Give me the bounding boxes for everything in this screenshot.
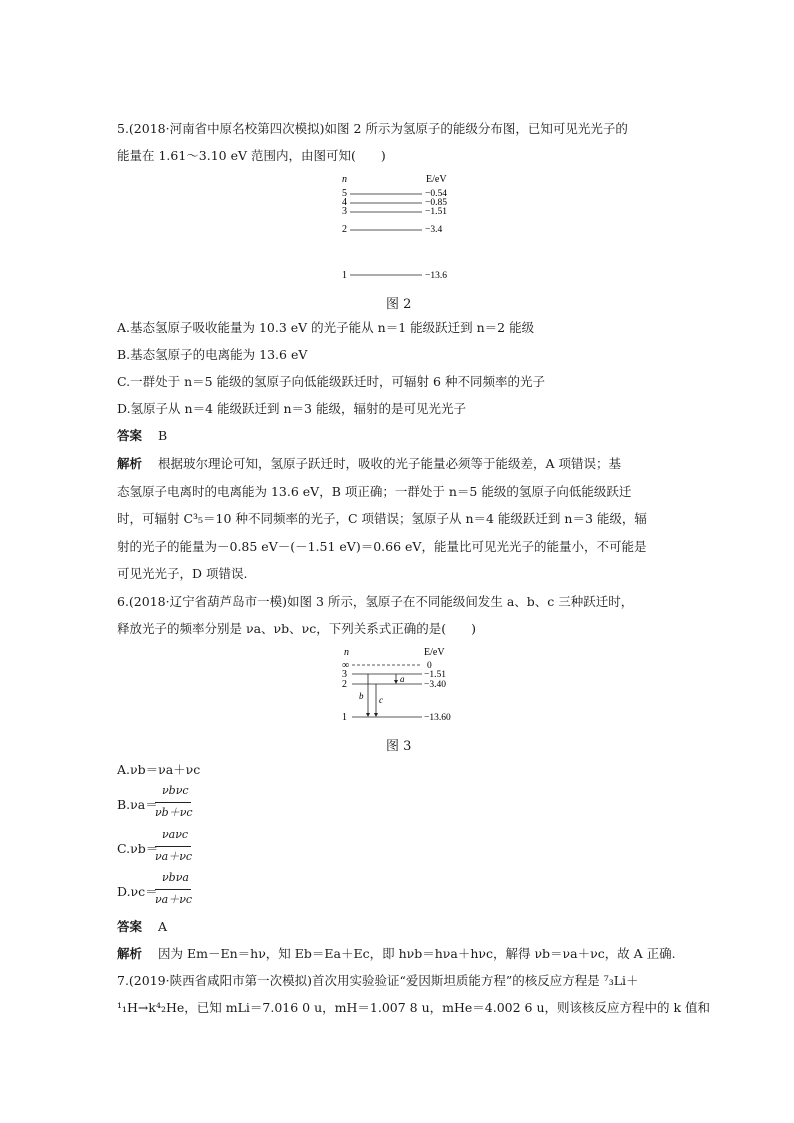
energy-level-figure-3	[338, 645, 478, 730]
fig3-level-3-e: −1.51	[424, 670, 446, 680]
fig3-arrow-c-head	[374, 713, 378, 717]
fig2-level-3-n: 3	[342, 206, 347, 217]
q5-analysis-line-2: 态氢原子电离时的电离能为 13.6 eV，B 项正确；一群处于 n＝5 能级的氢原子向低能级跃迁	[117, 484, 632, 499]
fig2-level-4-e: −0.85	[425, 198, 447, 208]
q6-option-d-denominator: νa＋νc	[155, 893, 193, 906]
q6-analysis-line-1	[117, 946, 676, 962]
q6-option-c-prefix: C.νb＝	[117, 841, 159, 856]
fig3-level-1-e: −13.60	[424, 713, 451, 723]
q5-analysis-line-5: 可见光光子，D 项错误.	[117, 566, 248, 581]
fig3-level-1-n: 1	[342, 712, 347, 723]
fig3-arrow-a-head	[394, 680, 398, 684]
q5-option-a: A.基态氢原子吸收能量为 10.3 eV 的光子能从 n＝1 能级跃迁到 n＝2 能级	[117, 320, 535, 335]
fig3-arrow-a-label: a	[400, 674, 405, 684]
q5-option-d: D.氢原子从 n＝4 能级跃迁到 n＝3 能级，辐射的是可见光光子	[117, 401, 466, 416]
q5-answer-label: 答案	[117, 428, 143, 443]
fig3-arrow-c-label: c	[379, 695, 383, 705]
q6-option-c-numerator: νaνc	[162, 828, 189, 841]
q6-option-b-denominator: νb＋νc	[155, 806, 193, 819]
q6-answer-row	[117, 919, 167, 935]
fig3-arrow-b-label: b	[359, 691, 364, 701]
q6-analysis-text-1: 因为 Em－En＝hν，知 Eb＝Ea＋Ec，即 hνb＝hνa＋hνc，解得 νb＝νa＋νc，故 A 正确.	[158, 946, 676, 961]
fig2-level-1-n: 1	[342, 270, 347, 281]
q5-answer-value: B	[158, 428, 168, 443]
q5-analysis-line-1	[117, 456, 621, 472]
fig3-e-label: E/eV	[424, 647, 445, 658]
q6-option-d-numerator: νbνa	[162, 871, 189, 884]
fig2-level-4-n: 4	[342, 197, 347, 208]
q5-stem-line-2: 能量在 1.61～3.10 eV 范围内，由图可知( )	[117, 148, 386, 163]
energy-level-figure-2	[336, 168, 476, 288]
fig2-level-2-n: 2	[342, 224, 347, 235]
q6-option-b-numerator: νbνc	[162, 784, 189, 797]
q6-option-b-prefix: B.νa＝	[117, 797, 158, 812]
figure-3-caption: 图 3	[386, 739, 412, 754]
q5-analysis-text-1: 根据玻尔理论可知，氢原子跃迁时，吸收的光子能量必须等于能级差，A 项错误；基	[158, 456, 622, 471]
fig3-level-inf-e: 0	[427, 661, 432, 671]
fig2-level-3-e: −1.51	[425, 207, 447, 217]
q6-option-d-prefix: D.νc＝	[117, 884, 158, 899]
fig2-level-5-n: 5	[342, 188, 347, 199]
q7-stem-line-2: ¹₁H→k⁴₂He，已知 mLi＝7.016 0 u，mH＝1.007 8 u，mHe＝4.002 6 u，则该核反应方程中的 k 值和	[117, 1000, 711, 1015]
q6-answer-label: 答案	[117, 919, 143, 934]
fig2-level-1-e: −13.6	[425, 271, 447, 281]
fig3-level-3-n: 3	[342, 669, 347, 680]
q6-option-c-denominator: νa＋νc	[155, 850, 193, 863]
figure-2-caption: 图 2	[386, 297, 412, 312]
fig2-e-label: E/eV	[426, 174, 447, 185]
fig3-level-inf-n: ∞	[342, 660, 350, 671]
q6-option-a: A.νb＝νa＋νc	[117, 762, 201, 777]
q6-option-b-fraction-bar	[155, 802, 191, 803]
fig3-level-2-n: 2	[342, 679, 347, 690]
q6-stem-line-2: 释放光子的频率分别是 νa、νb、νc，下列关系式正确的是( )	[117, 621, 476, 636]
q5-option-c: C.一群处于 n＝5 能级的氢原子向低能级跃迁时，可辐射 6 种不同频率的光子	[117, 374, 545, 389]
q6-analysis-label: 解析	[117, 946, 143, 961]
fig2-level-5-e: −0.54	[425, 189, 447, 199]
q6-option-c-fraction-bar	[155, 846, 191, 847]
q7-stem-line-1: 7.(2019·陕西省咸阳市第一次模拟)首次用实验验证“爱因斯坦质能方程”的核反应方程是 ⁷₃Li＋	[117, 973, 639, 988]
q5-stem-line-1: 5.(2018·河南省中原名校第四次模拟)如图 2 所示为氢原子的能级分布图，已知可见光光子的	[117, 121, 628, 136]
q6-stem-line-1: 6.(2018·辽宁省葫芦岛市一模)如图 3 所示，氢原子在不同能级间发生 a、b、c 三种跃迁时，	[117, 594, 634, 609]
q5-answer-row	[117, 428, 167, 444]
fig2-level-2-e: −3.4	[425, 225, 443, 235]
fig3-n-label: n	[344, 647, 349, 658]
q5-analysis-line-4: 射的光子的能量为－0.85 eV－(－1.51 eV)＝0.66 eV，能量比可见光光子的能量小，不可能是	[117, 539, 647, 554]
q5-option-b: B.基态氢原子的电离能为 13.6 eV	[117, 347, 308, 362]
fig2-n-label: n	[342, 174, 347, 185]
q6-answer-value: A	[158, 919, 168, 934]
q5-analysis-line-3: 时，可辐射 C³₅＝10 种不同频率的光子，C 项错误；氢原子从 n＝4 能级跃迁到 n＝3 能级，辐	[117, 511, 647, 526]
q5-analysis-label: 解析	[117, 456, 143, 471]
fig3-level-2-e: −3.40	[424, 680, 446, 690]
q6-option-d-fraction-bar	[155, 889, 191, 890]
fig3-arrow-b-head	[366, 713, 370, 717]
